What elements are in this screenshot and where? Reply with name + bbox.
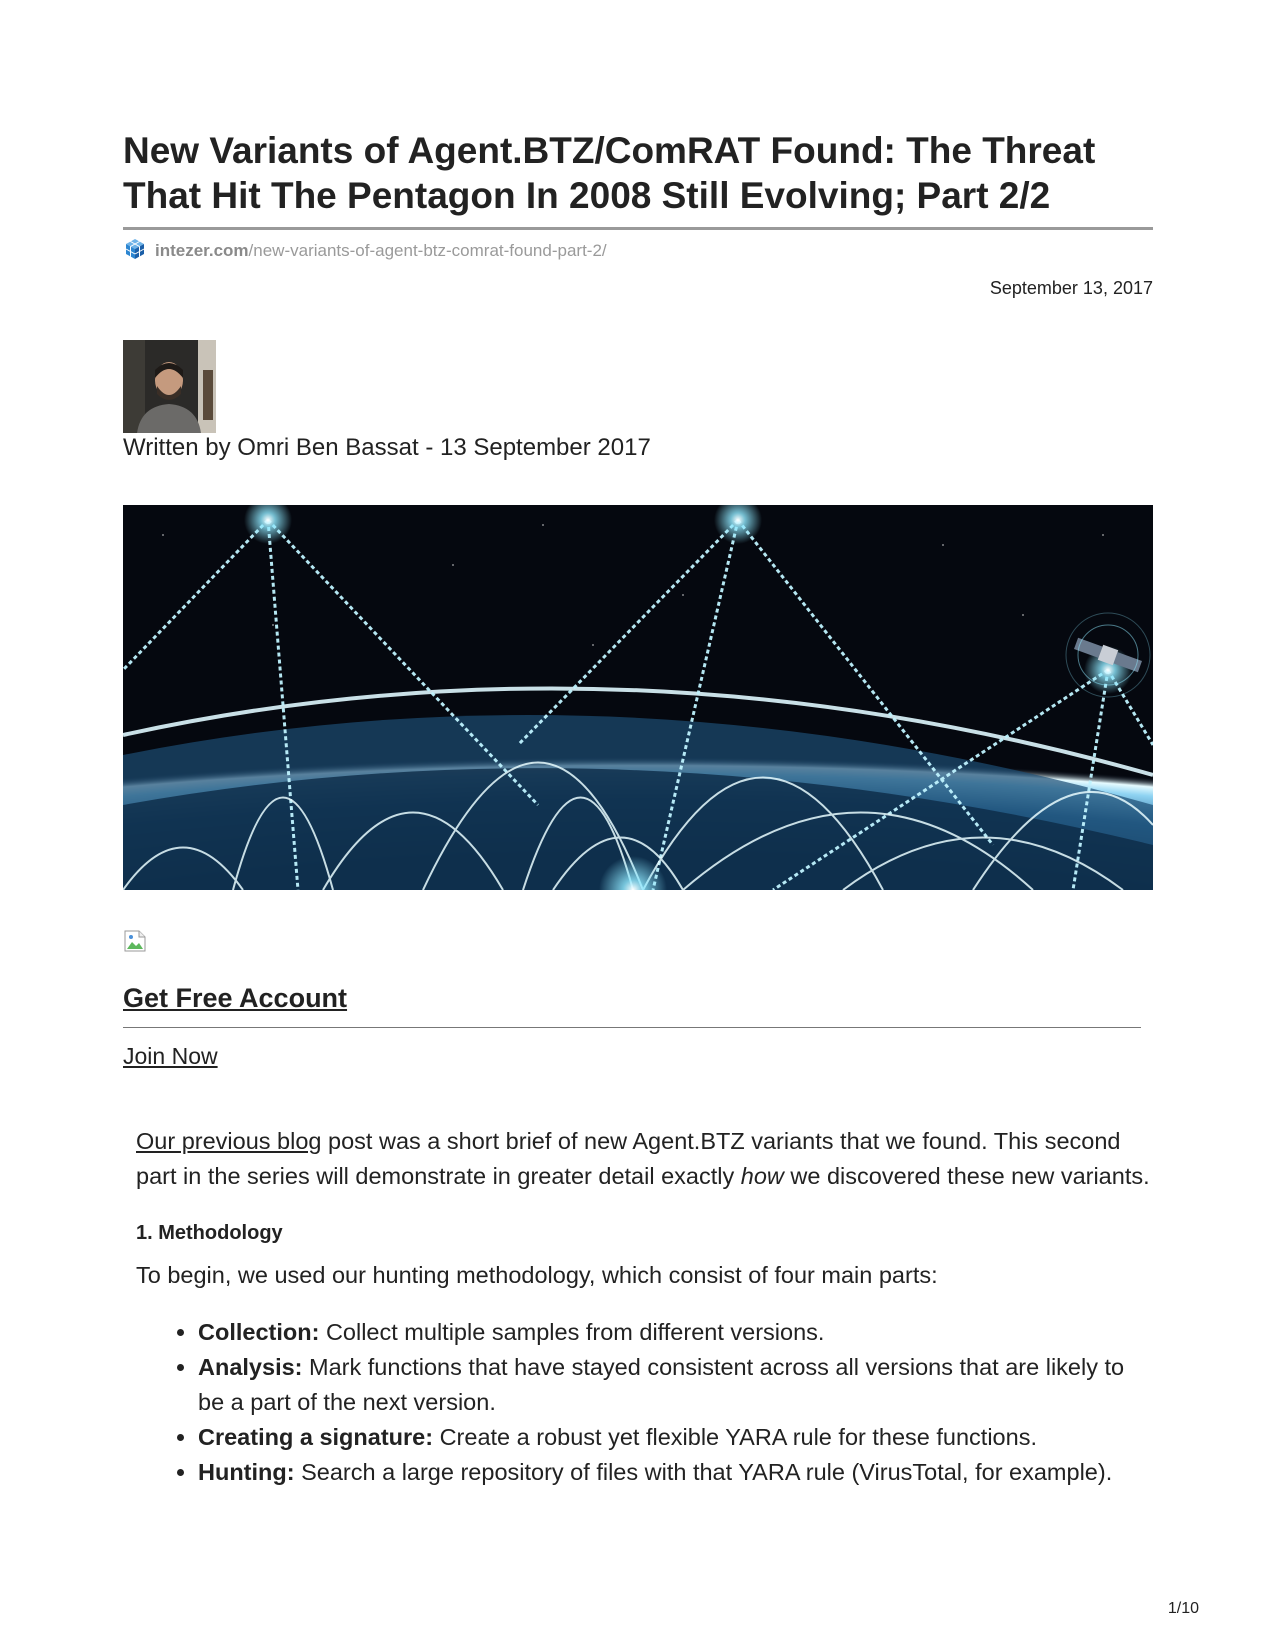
broken-image-icon	[123, 929, 147, 953]
step-label: Collection:	[198, 1319, 320, 1345]
step-text: Collect multiple samples from different versions.	[319, 1319, 825, 1345]
article-title	[123, 128, 1153, 218]
step-label: Creating a signature:	[198, 1424, 434, 1450]
methodology-intro: To begin, we used our hunting methodology, which consist of four main parts:	[136, 1262, 938, 1288]
source-link[interactable]	[123, 238, 607, 264]
list-item	[198, 1350, 1156, 1420]
cta-divider	[123, 1027, 1141, 1028]
step-text: Create a robust yet flexible YARA rule for these functions.	[433, 1424, 1037, 1450]
methodology-list	[136, 1315, 1156, 1490]
methodology-heading: 1. Methodology	[136, 1222, 283, 1244]
previous-blog-link[interactable]: Our previous blog	[136, 1128, 322, 1154]
step-label: Analysis:	[198, 1354, 303, 1380]
intro-paragraph	[136, 1124, 1156, 1194]
intro-text-end: we discovered these new variants.	[783, 1163, 1150, 1189]
article-body	[136, 1124, 1156, 1490]
join-now-link[interactable]: Join Now	[123, 1043, 218, 1069]
list-item	[198, 1420, 1156, 1455]
title-line-1: New Variants of Agent.BTZ/ComRAT Found: The Threat	[123, 130, 1096, 171]
step-text: Search a large repository of files with that YARA rule (VirusTotal, for example).	[294, 1459, 1113, 1485]
source-domain: intezer.com	[155, 241, 249, 260]
step-label: Hunting:	[198, 1459, 295, 1485]
hero-image	[123, 505, 1153, 890]
author-avatar	[123, 340, 216, 433]
step-text: Mark functions that have stayed consistent across all versions that are likely to be a part of the next version.	[198, 1354, 1125, 1415]
intezer-cube-icon	[123, 237, 155, 266]
title-divider	[123, 227, 1153, 230]
publish-date: September 13, 2017	[989, 278, 1153, 298]
intro-text: post was a short brief of new Agent.BTZ variants that we found. This second part in the series will demonstrate in greater detail exactly	[136, 1128, 1121, 1189]
title-line-2: That Hit The Pentagon In 2008 Still Evolving; Part 2/2	[123, 175, 1051, 216]
page-number: 1/10	[1167, 1600, 1199, 1617]
intro-emphasis: how	[740, 1163, 784, 1189]
author-byline: Written by Omri Ben Bassat - 13 September 2017	[123, 434, 651, 461]
get-free-account-link[interactable]: Get Free Account	[123, 983, 348, 1013]
source-path: /new-variants-of-agent-btz-comrat-found-part-2/	[248, 241, 607, 260]
list-item	[198, 1315, 1156, 1350]
list-item	[198, 1455, 1156, 1490]
